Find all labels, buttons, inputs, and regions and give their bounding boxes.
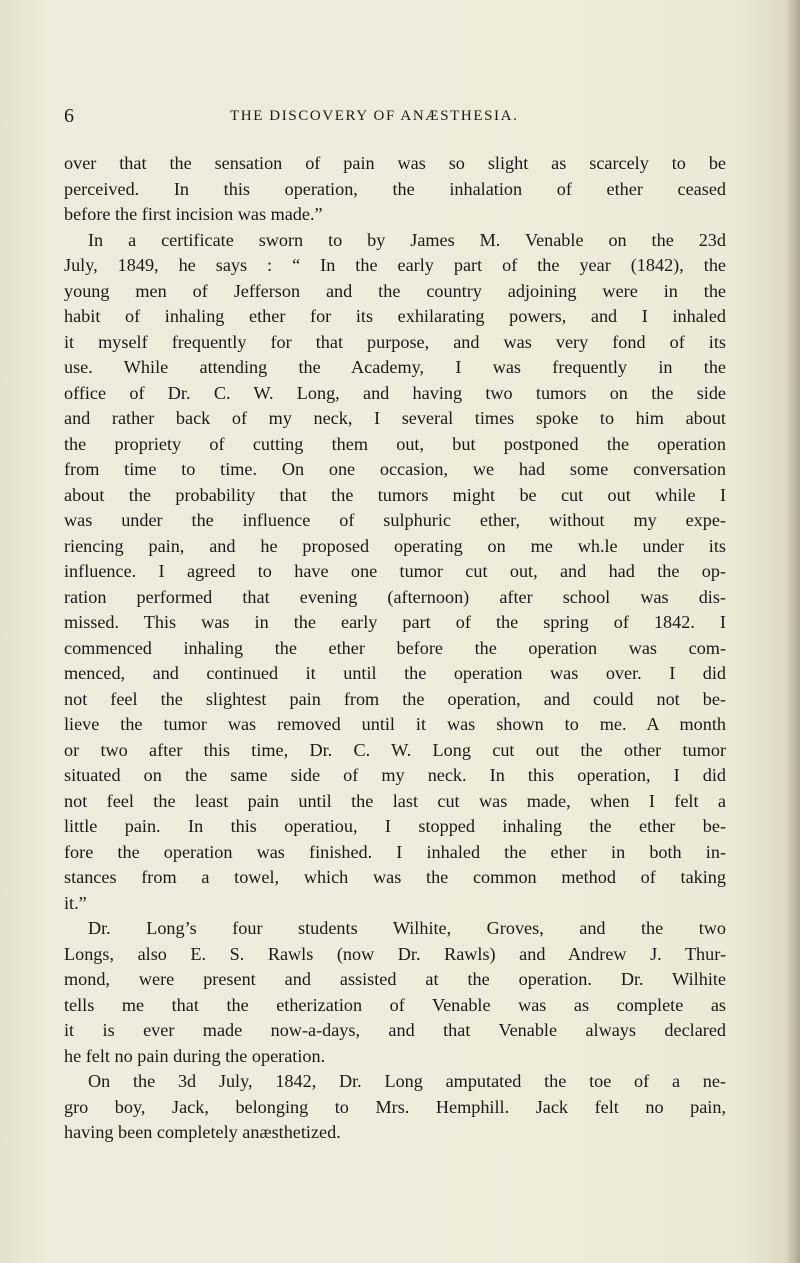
page-edge-shadow [786, 0, 800, 1263]
text-line: mond, were present and assisted at the operation. Dr. Wilhite [64, 969, 726, 989]
text-line: it myself frequently for that purpose, and was very fond of its [64, 331, 726, 352]
text-line: not feel the least pain until the last cut was made, when I felt a [64, 790, 726, 811]
text-line: having been completely anæsthetized. [64, 1122, 341, 1142]
text-line: use. While attending the Academy, I was frequently in the [64, 357, 726, 377]
text-line: he felt no pain during the operation. [64, 1045, 326, 1066]
text-line: In a certificate sworn to by James M. Venable on the 23d [88, 229, 726, 250]
text-line: July, 1849, he says : “ In the early part of the year (1842), the [64, 255, 726, 275]
text-line: ration performed that evening (afternoon) after school was dis- [64, 586, 726, 607]
text-line: Dr. Long’s four students Wilhite, Groves, and the two [88, 918, 726, 938]
paragraph [64, 1069, 726, 1146]
text-line: On the 3d July, 1842, Dr. Long amputated the toe of a ne- [88, 1071, 726, 1091]
text-line: not feel the slightest pain from the operation, and could not be- [64, 688, 726, 709]
text-line: office of Dr. C. W. Long, and having two tumors on the side [64, 382, 726, 403]
body-text [64, 151, 726, 1146]
text-line: and rather back of my neck, I several times spoke to him about [64, 408, 726, 428]
text-line: Longs, also E. S. Rawls (now Dr. Rawls) and Andrew J. Thur- [64, 943, 726, 964]
paragraph [64, 151, 726, 228]
text-line: before the first incision was made.” [64, 204, 323, 224]
text-line: stances from a towel, which was the common method of taking [64, 867, 726, 887]
text-line: over that the sensation of pain was so slight as scarcely to be [64, 153, 726, 173]
text-line: influence. I agreed to have one tumor cut out, and had the op- [64, 561, 726, 581]
page-header [64, 103, 764, 129]
text-line: about the probability that the tumors might be cut out while I [64, 484, 726, 505]
text-line: lieve the tumor was removed until it was shown to me. A month [64, 714, 726, 734]
text-line: fore the operation was finished. I inhaled the ether in both in- [64, 841, 726, 862]
page-number: 6 [64, 105, 75, 127]
text-line: menced, and continued it until the operation was over. I did [64, 663, 726, 683]
text-line: gro boy, Jack, belonging to Mrs. Hemphill. Jack felt no pain, [64, 1096, 726, 1117]
paragraph [64, 916, 726, 1069]
text-line: young men of Jefferson and the country adjoining were in the [64, 280, 726, 301]
text-line: or two after this time, Dr. C. W. Long cut out the other tumor [64, 739, 726, 760]
text-line: riencing pain, and he proposed operating on me wh.le under its [64, 535, 726, 556]
text-line: little pain. In this operatiou, I stopped inhaling the ether be- [64, 816, 726, 836]
running-head: THE DISCOVERY OF ANÆSTHESIA. [230, 108, 519, 124]
text-line: the propriety of cutting them out, but postponed the operation [64, 433, 726, 454]
text-line: was under the influence of sulphuric ether, without my expe- [64, 510, 726, 530]
paragraph [64, 228, 726, 917]
text-line: it is ever made now-a-days, and that Venable always declared [64, 1020, 726, 1040]
text-line: tells me that the etherization of Venable was as complete as [64, 994, 726, 1015]
text-line: habit of inhaling ether for its exhilarating powers, and I inhaled [64, 306, 726, 326]
text-line: perceived. In this operation, the inhalation of ether ceased [64, 178, 726, 199]
text-line: situated on the same side of my neck. In this operation, I did [64, 765, 726, 785]
text-line: commenced inhaling the ether before the operation was com- [64, 637, 726, 658]
text-line: it.” [64, 892, 87, 913]
text-line: from time to time. On one occasion, we had some conversation [64, 459, 726, 479]
text-line: missed. This was in the early part of the spring of 1842. I [64, 612, 726, 632]
